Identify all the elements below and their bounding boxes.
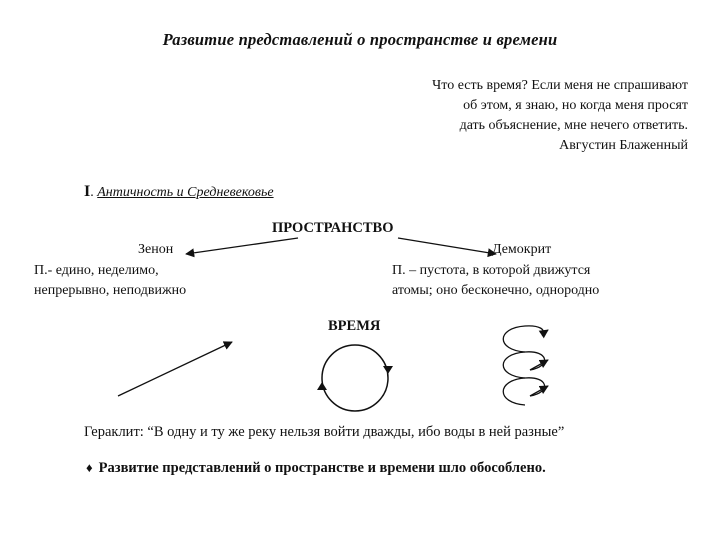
democritus-name: Демокрит (492, 242, 552, 257)
section-title: Античность и Средневековье (97, 185, 274, 200)
conclusion-text: Развитие представлений о пространстве и времени шло обособлено. (98, 460, 546, 476)
section-heading: I. Античность и Средневековье (84, 183, 274, 200)
conclusion (86, 460, 546, 477)
cyclic-time-circle (317, 345, 393, 411)
spiral-time (503, 326, 548, 405)
zeno-name: Зенон (138, 242, 174, 257)
zeno-line: непрерывно, неподвижно (34, 283, 187, 298)
epigraph-line: об этом, я знаю, но когда меня просят (463, 98, 688, 113)
diamond-bullet-icon: ♦ (86, 460, 93, 475)
heraclitus-quote: Гераклит: “В одну и ту же реку нельзя войти дважды, ибо воды в ней разные” (84, 424, 565, 440)
epigraph-author: Августин Блаженный (559, 138, 688, 153)
arrow-to-democritus (398, 238, 496, 254)
section-numeral: I (84, 183, 91, 200)
space-heading: ПРОСТРАНСТВО (272, 220, 394, 236)
arrow-to-zeno (186, 238, 298, 254)
epigraph-line: дать объяснение, мне нечего ответить. (459, 118, 688, 133)
zeno-line: П.- едино, неделимо, (34, 263, 159, 278)
democritus-line: атомы; оно бесконечно, однородно (392, 283, 600, 298)
linear-time-arrow (118, 342, 232, 396)
epigraph-line: Что есть время? Если меня не спрашивают (432, 78, 688, 93)
democritus-line: П. – пустота, в которой движутся (392, 263, 591, 278)
page-title: Развитие представлений о пространстве и времени (162, 30, 558, 49)
time-heading: ВРЕМЯ (328, 318, 381, 334)
